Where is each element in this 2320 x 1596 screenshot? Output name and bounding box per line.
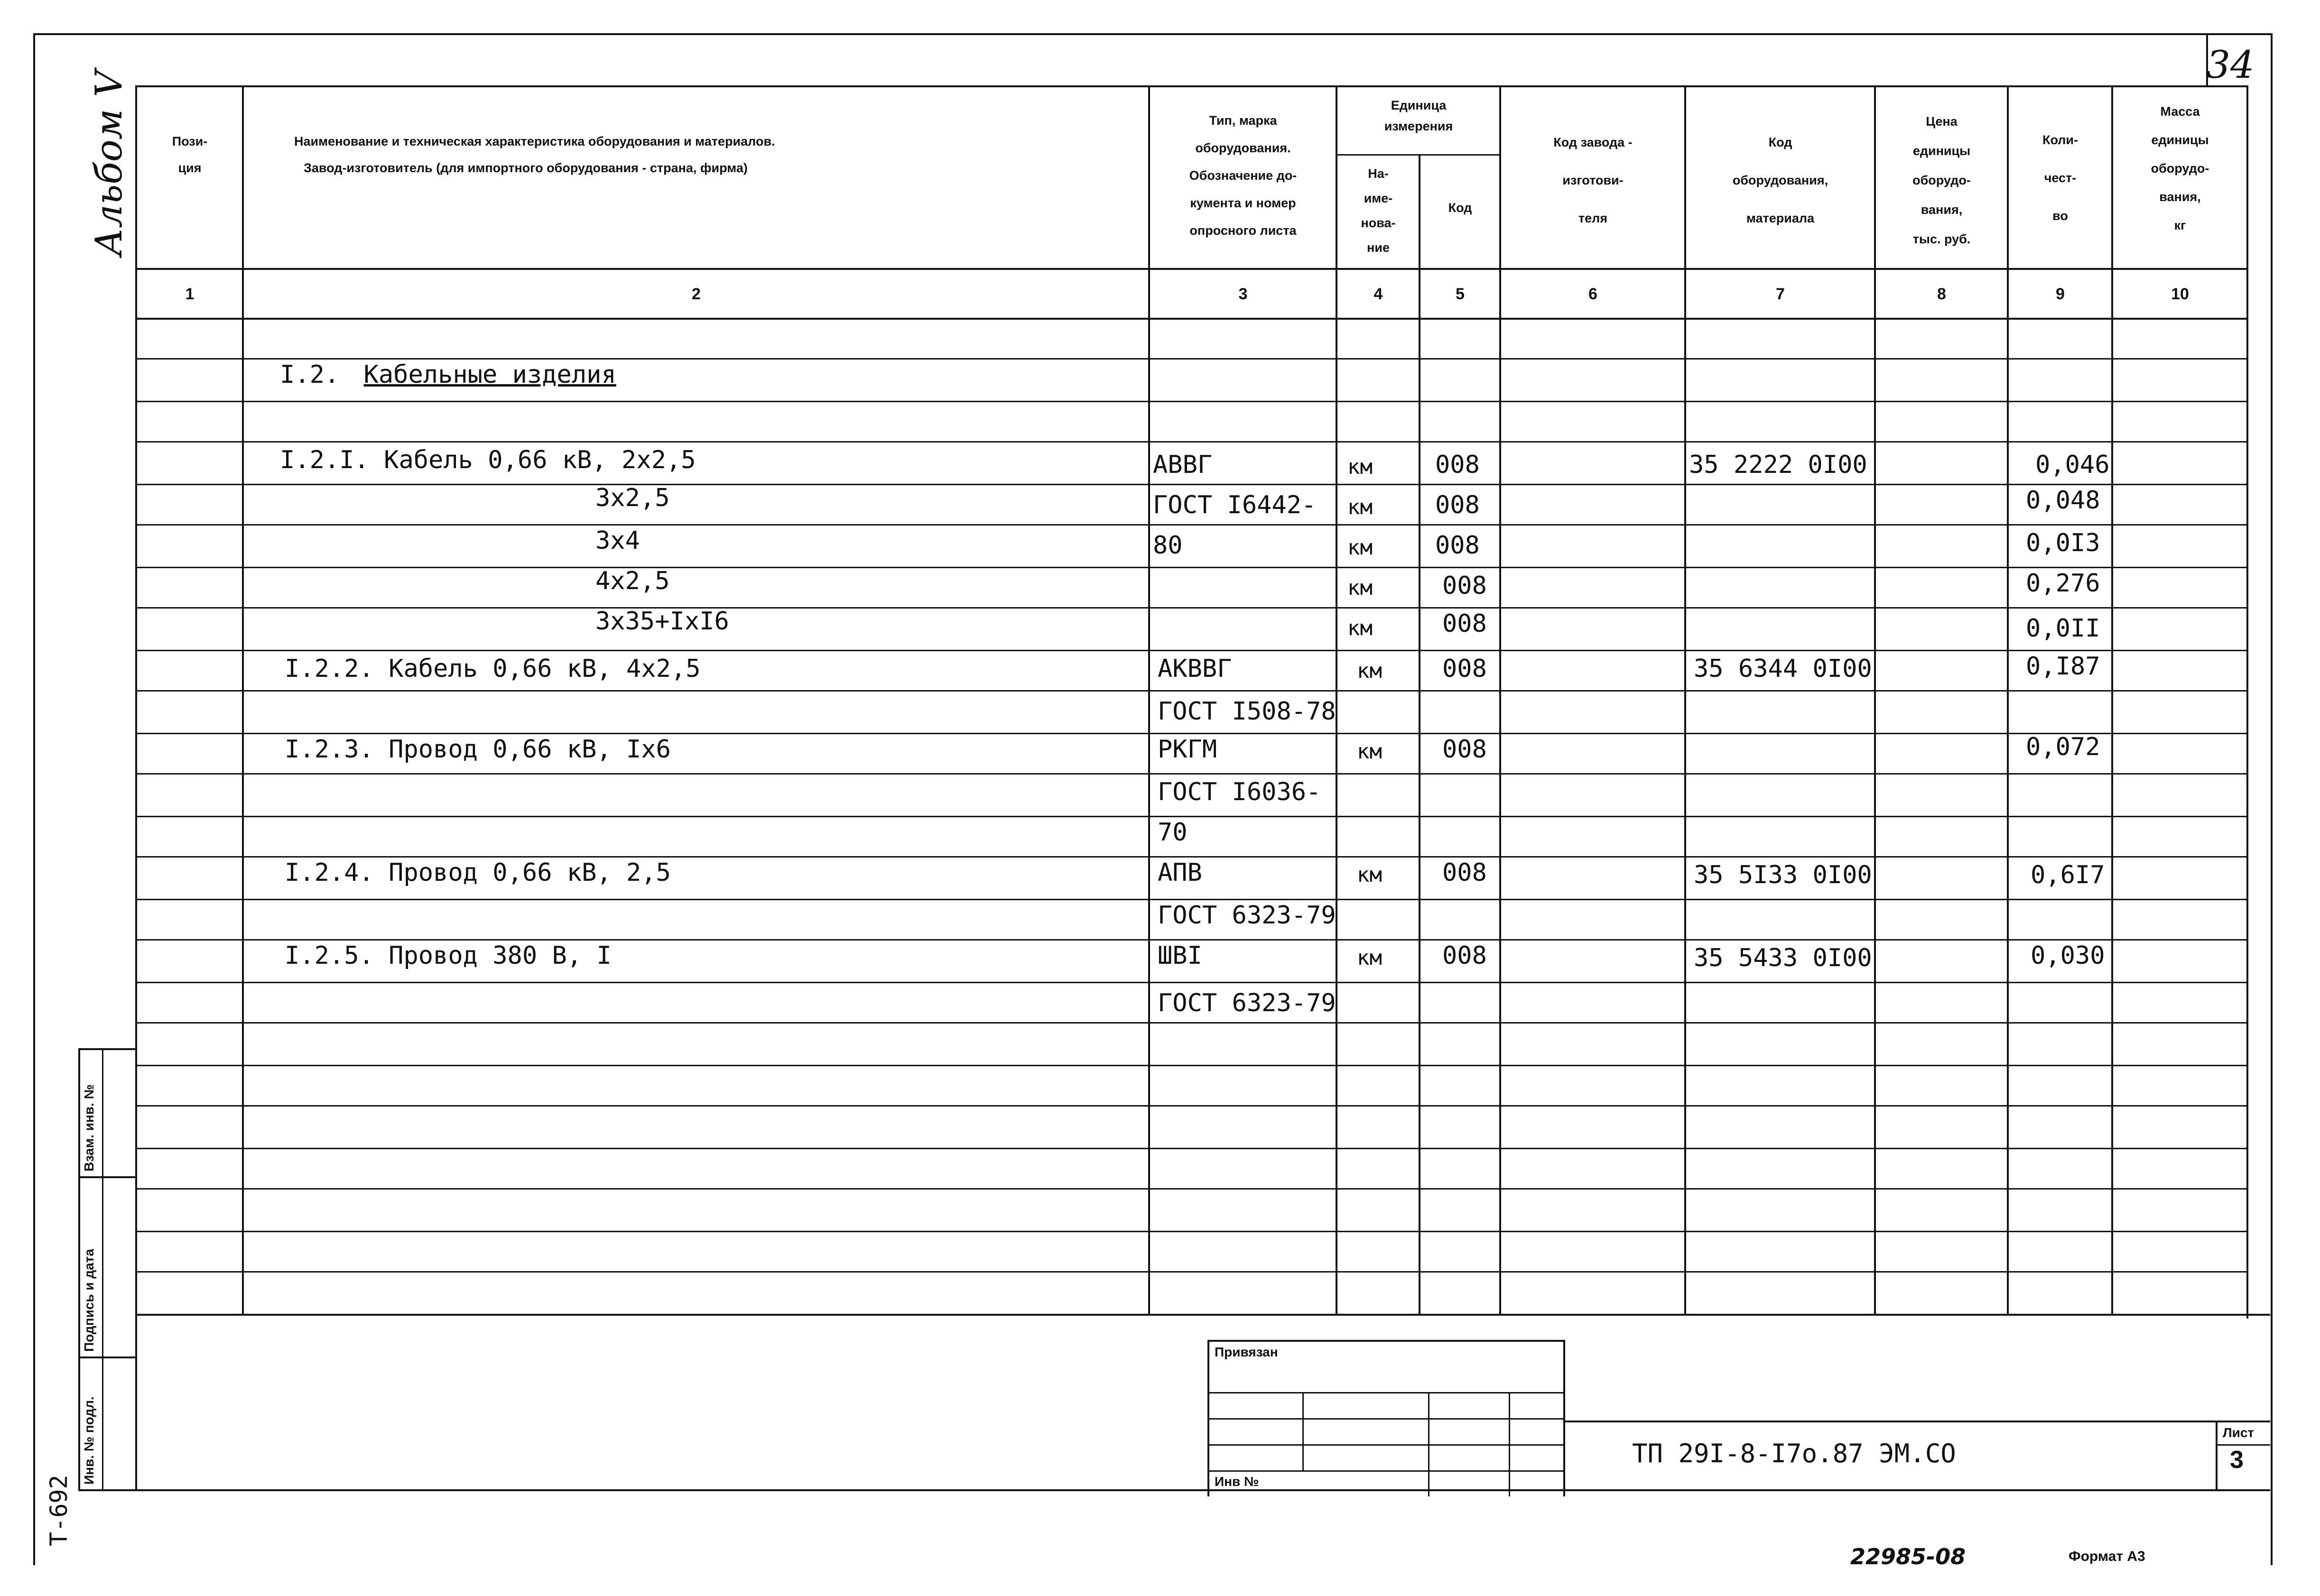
- side-stamp-sep: [78, 1176, 135, 1178]
- item-name: I.2.2. Кабель 0,66 кВ, 4х2,5: [285, 655, 701, 683]
- side-stamp-sep: [78, 1356, 135, 1358]
- side-stamp-signature: Подпись и дата: [82, 1249, 96, 1352]
- row-line: [135, 524, 2246, 526]
- archive-number: 22985-08: [1850, 1544, 1966, 1569]
- row-line: [135, 816, 2246, 817]
- item-code: 008: [1442, 655, 1487, 683]
- sheet-box-left: [2216, 1421, 2218, 1489]
- col-sep-8: [2007, 85, 2009, 1314]
- row-line: [135, 982, 2246, 983]
- header-col9: Коли- чест- во: [2042, 133, 2079, 223]
- row-line: [135, 1065, 2246, 1066]
- header-col4: На- име- нова- ние: [1361, 166, 1396, 255]
- item-unit: км: [1357, 659, 1382, 683]
- item-qty: 0,I87: [2026, 652, 2100, 681]
- table-right-border: [2246, 85, 2248, 1319]
- colnum-3: 3: [1238, 285, 1248, 303]
- item-unit: км: [1357, 863, 1382, 887]
- title-block-top: [1563, 1421, 2270, 1422]
- colnum-5: 5: [1456, 285, 1465, 303]
- row-line: [135, 484, 2246, 485]
- colnum-8: 8: [1937, 285, 1946, 303]
- item-type: ГОСТ I508-78: [1158, 697, 1336, 726]
- item-type: ГОСТ I6036-: [1158, 778, 1321, 806]
- item-type: ГОСТ 6323-79: [1158, 989, 1336, 1017]
- col-sep-5: [1499, 85, 1501, 1314]
- item-code: 008: [1442, 735, 1487, 764]
- header-col10: Масса единицы оборудо- вания, кг: [2151, 104, 2209, 232]
- row-line: [135, 1271, 2246, 1273]
- col-sep-9: [2111, 85, 2113, 1314]
- col-sep-1: [242, 85, 244, 1314]
- row-line: [135, 1148, 2246, 1149]
- row-line: [135, 401, 2246, 402]
- item-name: 3х35+IхI6: [595, 607, 729, 636]
- header-bottom-border: [135, 268, 2246, 270]
- row-line: [135, 607, 2246, 609]
- side-stamp-left: [78, 1048, 80, 1489]
- row-line: [135, 1188, 2246, 1190]
- side-stamp-vzam: Взам. инв. №: [82, 1084, 96, 1172]
- item-type: РКГМ: [1158, 735, 1217, 764]
- stamp-col: [1302, 1392, 1304, 1470]
- item-code: 008: [1442, 572, 1487, 600]
- item-qty: 0,0I3: [2026, 529, 2100, 557]
- item-qty: 0,072: [2026, 733, 2100, 761]
- row-line: [135, 1105, 2246, 1107]
- item-type: ГОСТ I6442-: [1153, 491, 1317, 519]
- col-sep-7: [1874, 85, 1876, 1314]
- col-sep-6: [1684, 85, 1686, 1314]
- table-body-bottom: [135, 1314, 2270, 1316]
- item-name: 4х2,5: [595, 567, 670, 595]
- row-line: [135, 567, 2246, 568]
- sheet-number: 3: [2230, 1446, 2244, 1474]
- header-col8: Цена единицы оборудо- вания, тыс. руб.: [1912, 114, 1971, 246]
- item-qty: 0,0II: [2026, 614, 2100, 643]
- item-name: I.2.I. Кабель 0,66 кВ, 2х2,5: [280, 446, 696, 474]
- stamp-inv-no: Инв №: [1215, 1474, 1259, 1489]
- item-name: 3х2,5: [595, 484, 670, 512]
- item-qty: 0,276: [2026, 569, 2100, 598]
- page-number: 34: [2206, 43, 2255, 87]
- header-col3: Тип, марка оборудования. Обозначение до- кумента и номер опросного листа: [1189, 113, 1297, 238]
- header-col6: Код завода - изготови- теля: [1553, 135, 1633, 225]
- item-code: 008: [1442, 858, 1487, 887]
- sheet-label: Лист: [2223, 1425, 2255, 1440]
- item-qty: 0,048: [2026, 486, 2100, 515]
- unit-header-divider: [1336, 154, 1499, 156]
- table-left-border: [135, 85, 137, 1489]
- side-stamp-top: [78, 1048, 135, 1050]
- item-type: ШВI: [1158, 941, 1202, 970]
- item-unit: км: [1347, 576, 1373, 600]
- item-name: 3х4: [595, 526, 640, 555]
- row-line: [135, 650, 2246, 651]
- item-type: 80: [1153, 531, 1183, 560]
- table-top-border: [135, 85, 2246, 87]
- colnum-6: 6: [1588, 285, 1597, 303]
- row-line: [135, 1022, 2246, 1024]
- item-type: АВВГ: [1153, 451, 1213, 479]
- section-title: I.2. Кабельные изделия: [280, 360, 616, 389]
- side-stamp-bottom: [78, 1489, 135, 1491]
- row-line: [135, 773, 2246, 775]
- col-sep-2: [1148, 85, 1150, 1314]
- item-unit: км: [1357, 946, 1382, 970]
- item-type: АПВ: [1158, 858, 1202, 887]
- item-name: I.2.3. Провод 0,66 кВ, Iх6: [285, 735, 671, 764]
- item-mat-code: 35 5433 0I00: [1694, 944, 1872, 972]
- item-qty: 0,6I7: [2031, 861, 2105, 889]
- page-number-box: [2206, 33, 2208, 85]
- title-block-bottom: [135, 1489, 2270, 1491]
- item-code: 008: [1435, 451, 1480, 479]
- item-mat-code: 35 6344 0I00: [1694, 655, 1872, 683]
- colnum-1: 1: [185, 285, 195, 303]
- colnum-2: 2: [692, 285, 701, 303]
- header-unit: Единица измерения: [1384, 98, 1453, 133]
- stamp-right: [1563, 1340, 1565, 1496]
- paper-format: Формат А3: [2069, 1549, 2145, 1564]
- colnum-9: 9: [2056, 285, 2065, 303]
- item-mat-code: 35 5I33 0I00: [1694, 861, 1872, 889]
- side-stamp-inv-podl: Инв. № подл.: [82, 1396, 96, 1485]
- item-unit: км: [1357, 739, 1382, 764]
- side-code: Т-692: [45, 1475, 73, 1546]
- colnum-10: 10: [2171, 285, 2189, 303]
- item-name: I.2.4. Провод 0,66 кВ, 2,5: [285, 858, 671, 887]
- stamp-col: [1509, 1392, 1510, 1496]
- doc-code: ТП 29I-8-I7о.87 ЭМ.СО: [1632, 1439, 1956, 1468]
- item-unit: км: [1347, 455, 1373, 479]
- item-qty: 0,030: [2031, 941, 2105, 970]
- colnum-4: 4: [1373, 285, 1383, 303]
- colnum-7: 7: [1776, 285, 1785, 303]
- item-code: 008: [1435, 491, 1480, 519]
- stamp-top: [1207, 1340, 1563, 1342]
- row-line: [135, 441, 2246, 443]
- item-type: 70: [1158, 818, 1188, 847]
- item-name: I.2.5. Провод 380 В, I: [285, 941, 612, 970]
- item-qty: 0,046: [2035, 451, 2110, 479]
- outer-frame-top: [33, 33, 2273, 35]
- header-col7: Код оборудования, материала: [1732, 135, 1828, 225]
- item-unit: км: [1347, 495, 1373, 519]
- stamp-col: [1428, 1392, 1429, 1496]
- header-col5: Код: [1448, 201, 1472, 215]
- item-code: 008: [1442, 609, 1487, 638]
- item-type: ГОСТ 6323-79: [1158, 901, 1336, 930]
- row-line: [135, 690, 2246, 692]
- stamp-privyazan: Привязан: [1215, 1345, 1278, 1359]
- item-mat-code: 35 2222 0I00: [1689, 451, 1867, 479]
- item-unit: км: [1347, 616, 1373, 640]
- album-mark: Альбом V: [88, 70, 130, 256]
- colnum-bottom-border: [135, 318, 2246, 320]
- outer-frame-left: [33, 33, 35, 1565]
- item-type: АКВВГ: [1158, 655, 1232, 683]
- outer-frame-right: [2271, 33, 2273, 1565]
- item-unit: км: [1347, 535, 1373, 560]
- item-code: 008: [1442, 941, 1487, 970]
- item-code: 008: [1435, 531, 1480, 560]
- row-line: [135, 1231, 2246, 1232]
- header-col1: Пози- ция: [172, 134, 208, 175]
- header-col2: Наименование и техническая характеристика оборудования и материалов. Завод-изготовитель (для импортного оборудования - страна, фирма): [294, 134, 775, 175]
- side-stamp-inner: [102, 1048, 103, 1489]
